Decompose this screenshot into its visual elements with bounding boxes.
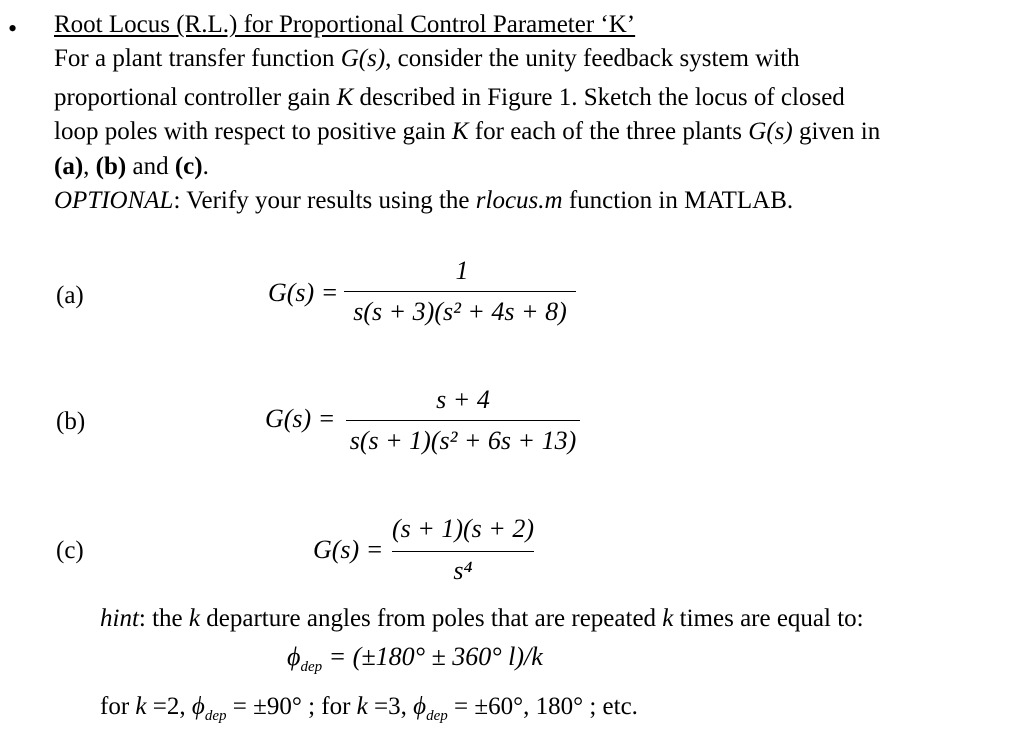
text: = ±60°, 180° ; etc. (447, 693, 638, 720)
departure-angle-formula (287, 642, 543, 676)
plant-b-label: (b) (56, 408, 86, 435)
intro-line-4 (54, 150, 209, 184)
text: for each of the three plants (468, 118, 749, 145)
text: function in MATLAB. (562, 187, 794, 214)
math-sub-dep: dep (300, 659, 323, 676)
text: , (83, 153, 96, 180)
text: given in (792, 118, 881, 145)
plant-c-numerator: (s + 1)(s + 2) (392, 514, 534, 543)
math-k: k (188, 605, 201, 632)
math-Gs: G(s) (340, 45, 386, 72)
intro-line-3 (54, 115, 880, 149)
text: =3, (367, 693, 414, 720)
text: =2, (146, 693, 192, 720)
function-name: rlocus.m (475, 187, 563, 214)
plant-a-lhs: G(s) = (268, 278, 339, 307)
text: proportional controller gain (54, 84, 337, 111)
plant-c-fraction-bar (392, 551, 534, 552)
math-K: K (336, 84, 354, 111)
section-title: Root Locus (R.L.) for Proportional Control Parameter ‘K’ (54, 11, 636, 38)
text: = ±90° ; for (226, 693, 357, 720)
math-k: k (135, 693, 147, 720)
bullet-marker: • (8, 14, 18, 43)
text: : the (138, 605, 189, 632)
plant-b-lhs: G(s) = (265, 404, 336, 433)
ref-c: (c) (174, 153, 203, 180)
plant-a-numerator: 1 (455, 256, 469, 285)
plant-b-fraction-bar (346, 420, 580, 421)
plant-a-label: (a) (56, 282, 84, 309)
math-sub-dep: dep (426, 708, 448, 724)
math-k: k (356, 693, 368, 720)
math-k: k (662, 605, 674, 632)
text: . (202, 153, 209, 180)
text: and (126, 153, 175, 180)
plant-c-denominator: s⁴ (453, 556, 473, 585)
text: described in Figure 1. Sketch the locus of closed (353, 84, 845, 111)
text: for (100, 693, 136, 720)
plant-c-label: (c) (56, 537, 84, 564)
text: loop poles with respect to positive gain (54, 118, 452, 145)
math-Gs: G(s) (748, 118, 793, 145)
math-K: K (451, 118, 469, 145)
math-sub-dep: dep (204, 708, 227, 724)
plant-b-denominator: s(s + 1)(s² + 6s + 13) (349, 426, 577, 455)
math-phi: ϕ (287, 642, 301, 671)
text: For a plant transfer function (54, 45, 341, 72)
ref-b: (b) (95, 153, 127, 180)
plant-a-fraction-bar (344, 291, 576, 292)
intro-line-5 (54, 184, 793, 218)
plant-b-numerator: s + 4 (436, 385, 490, 414)
text: , consider the unity feedback system with (385, 45, 800, 72)
math-phi: ϕ (413, 693, 427, 720)
intro-line-2 (54, 81, 845, 115)
formula-rhs: = (±180° ± 360° l)/k (328, 642, 543, 671)
text: : Verify your results using the (173, 187, 476, 214)
intro-line-1 (54, 42, 800, 76)
text: departure angles from poles that are repeated (200, 605, 663, 632)
hint-examples (100, 690, 638, 724)
ref-a: (a) (54, 153, 84, 180)
hint-label: hint (100, 605, 139, 632)
math-phi: ϕ (191, 693, 205, 720)
hint-line (100, 602, 864, 636)
plant-a-denominator: s(s + 3)(s² + 4s + 8) (353, 297, 567, 326)
text: times are equal to: (673, 605, 864, 632)
plant-c-lhs: G(s) = (313, 535, 384, 564)
optional-label: OPTIONAL (54, 187, 174, 214)
